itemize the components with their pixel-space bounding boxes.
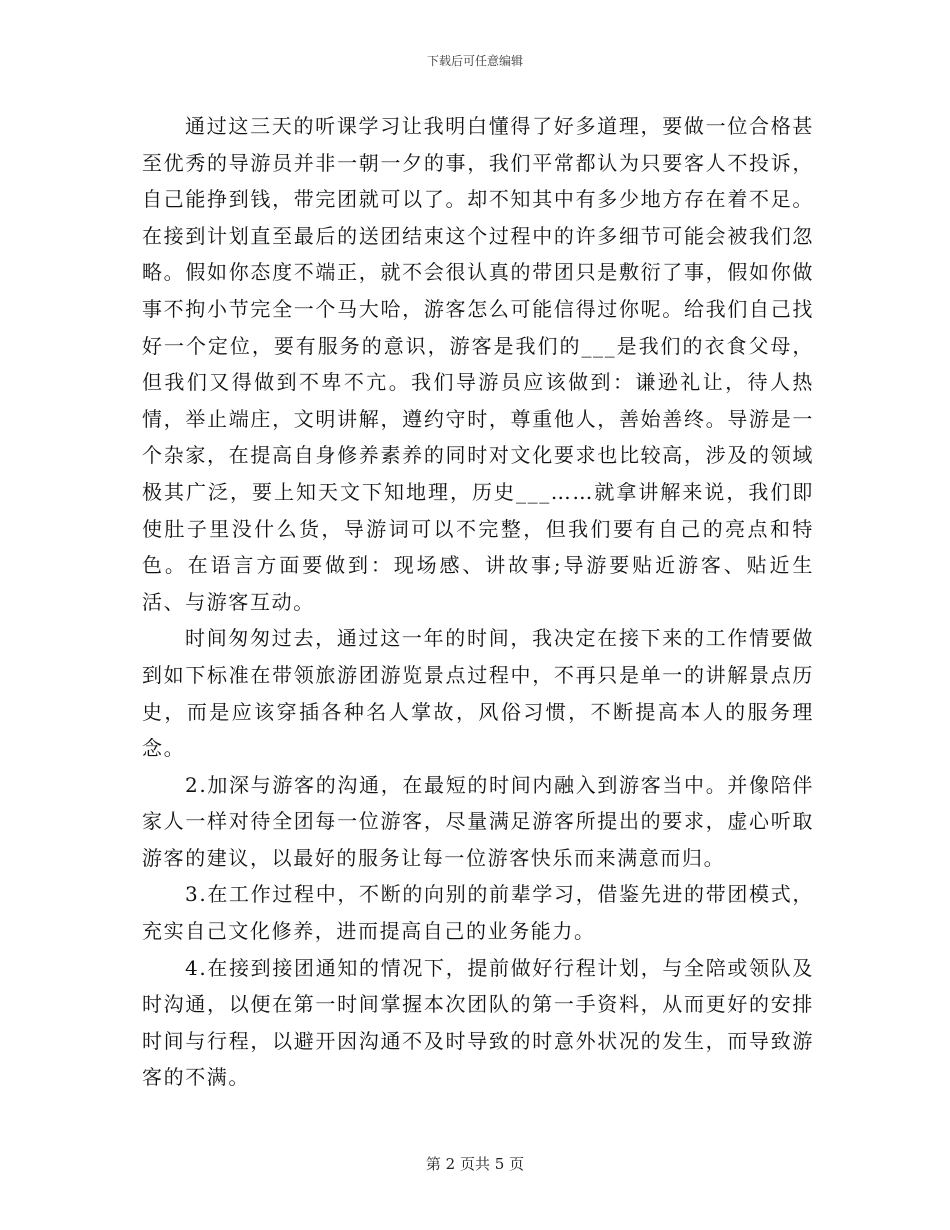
page-header: 下载后可任意编辑 bbox=[426, 54, 523, 68]
paragraph-2: 时间匆匆过去，通过这一年的时间，我决定在接下来的工作情要做到如下标准在带领旅游团游览景点过程中，不再只是单一的讲解景点历史，而是应该穿插各种名人掌故，风俗习惯，不断提高本人的服务理念。 bbox=[142, 626, 814, 761]
document-body bbox=[142, 108, 814, 1096]
page-number: 第 2 页共 5 页 bbox=[425, 1155, 525, 1173]
paragraph-5: 4.在接到接团通知的情况下，提前做好行程计划，与全陪或领队及时沟通，以便在第一时间掌握本次团队的第一手资料，从而更好的安排时间与行程，以避开因沟通不及时导致的时意外状况的发生，而导致游客的不满。 bbox=[142, 955, 814, 1090]
paragraph-1: 通过这三天的听课学习让我明白懂得了好多道理，要做一位合格甚至优秀的导游员并非一朝一夕的事，我们平常都认为只要客人不投诉，自己能挣到钱，带完团就可以了。却不知其中有多少地方存在着不足。在接到计划直至最后的送团结束这个过程中的许多细节可能会被我们忽略。假如你态度不端正，就不会很认真的带团只是敷衍了事，假如你做事不拘小节完全一个马大哈，游客怎么可能信得过你呢。给我们自己找好一个定位，要有服务的意识，游客是我们的___是我们的衣食父母，但我们又得做到不卑不亢。我们导游员应该做到：谦逊礼让，待人热情，举止端庄，文明讲解，遵约守时，尊重他人，善始善终。导游是一个杂家，在提高自身修养素养的同时对文化要求也比较高，涉及的领域极其广泛，要上知天文下知地理，历史___……就拿讲解来说，我们即使肚子里没什么货，导游词可以不完整，但我们要有自己的亮点和特色。在语言方面要做到：现场感、讲故事;导游要贴近游客、贴近生活、与游客互动。 bbox=[142, 114, 814, 614]
paragraph-4: 3.在工作过程中，不断的向别的前辈学习，借鉴先进的带团模式，充实自己文化修养，进而提高自己的业务能力。 bbox=[142, 882, 814, 944]
paragraph-3: 2.加深与游客的沟通，在最短的时间内融入到游客当中。并像陪伴家人一样对待全团每一位游客，尽量满足游客所提出的要求，虚心听取游客的建议，以最好的服务让每一位游客快乐而来满意而归。 bbox=[142, 772, 814, 870]
